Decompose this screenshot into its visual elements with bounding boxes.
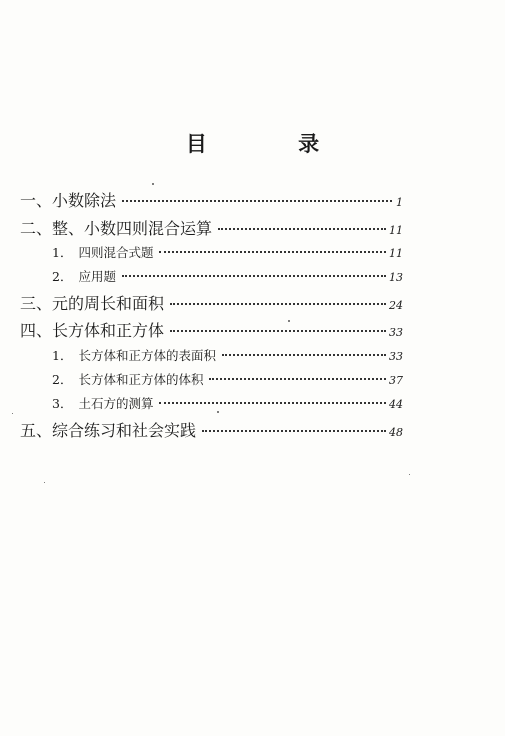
entry-page-number: 24 [389, 299, 403, 312]
entry-label: 长方体和正方体的表面积 [78, 348, 216, 363]
entry-page-number: 48 [389, 426, 403, 439]
entry-page-number: 33 [389, 326, 403, 339]
dot-leader [209, 378, 386, 380]
dot-leader [122, 275, 386, 277]
entry-page-number: 44 [389, 398, 403, 411]
entry-number: 2． [52, 372, 73, 387]
dot-leader [222, 354, 386, 356]
dot-leader [218, 228, 386, 230]
scan-speck [12, 413, 13, 414]
entry-number: 3． [52, 396, 73, 411]
scan-speck [409, 474, 410, 475]
entry-page-number: 37 [389, 374, 403, 387]
toc-entry-chapter-2[interactable] [20, 216, 403, 239]
scan-speck [288, 320, 290, 322]
dot-leader [159, 402, 386, 404]
toc-title: 目 录 [185, 131, 362, 156]
toc-entry-chapter-3[interactable] [20, 291, 403, 314]
dot-leader [159, 251, 386, 253]
entry-label: 应用题 [78, 269, 116, 284]
entry-label: 土石方的测算 [78, 396, 154, 411]
toc-entry-section-2-2[interactable] [52, 267, 403, 285]
dot-leader [202, 430, 386, 432]
scan-speck [217, 411, 219, 413]
entry-number: 1． [52, 245, 73, 260]
toc-entry-section-4-3[interactable] [52, 394, 403, 412]
entry-page-number: 13 [389, 271, 403, 284]
dot-leader [170, 303, 386, 305]
entry-page-number: 33 [389, 350, 403, 363]
entry-number: 一、 [20, 191, 53, 210]
entry-label: 综合练习和社会实践 [52, 421, 197, 440]
toc-entry-chapter-4[interactable] [20, 318, 403, 341]
entry-page-number: 1 [396, 196, 403, 209]
entry-number: 三、 [20, 294, 53, 313]
entry-label: 长方体和正方体的体积 [78, 372, 204, 387]
scan-speck [44, 482, 45, 483]
entry-number: 2． [52, 269, 73, 284]
dot-leader [170, 330, 386, 332]
dot-leader [122, 200, 392, 202]
toc-entry-section-4-2[interactable] [52, 370, 403, 388]
entry-page-number: 11 [389, 224, 403, 237]
entry-label: 长方体和正方体 [52, 321, 165, 340]
entry-label: 小数除法 [52, 191, 117, 210]
entry-number: 二、 [20, 219, 53, 238]
entry-label: 元的周长和面积 [52, 294, 165, 313]
entry-number: 四、 [20, 321, 53, 340]
entry-page-number: 11 [389, 247, 403, 260]
toc-entry-section-2-1[interactable] [52, 243, 403, 261]
toc-entry-chapter-5[interactable] [20, 418, 403, 441]
scan-speck [152, 183, 154, 185]
toc-entry-section-4-1[interactable] [52, 346, 403, 364]
toc-entry-chapter-1[interactable] [20, 188, 403, 211]
entry-number: 1． [52, 348, 73, 363]
entry-label: 四则混合式题 [78, 245, 154, 260]
entry-label: 整、小数四则混合运算 [52, 219, 213, 238]
entry-number: 五、 [20, 421, 53, 440]
